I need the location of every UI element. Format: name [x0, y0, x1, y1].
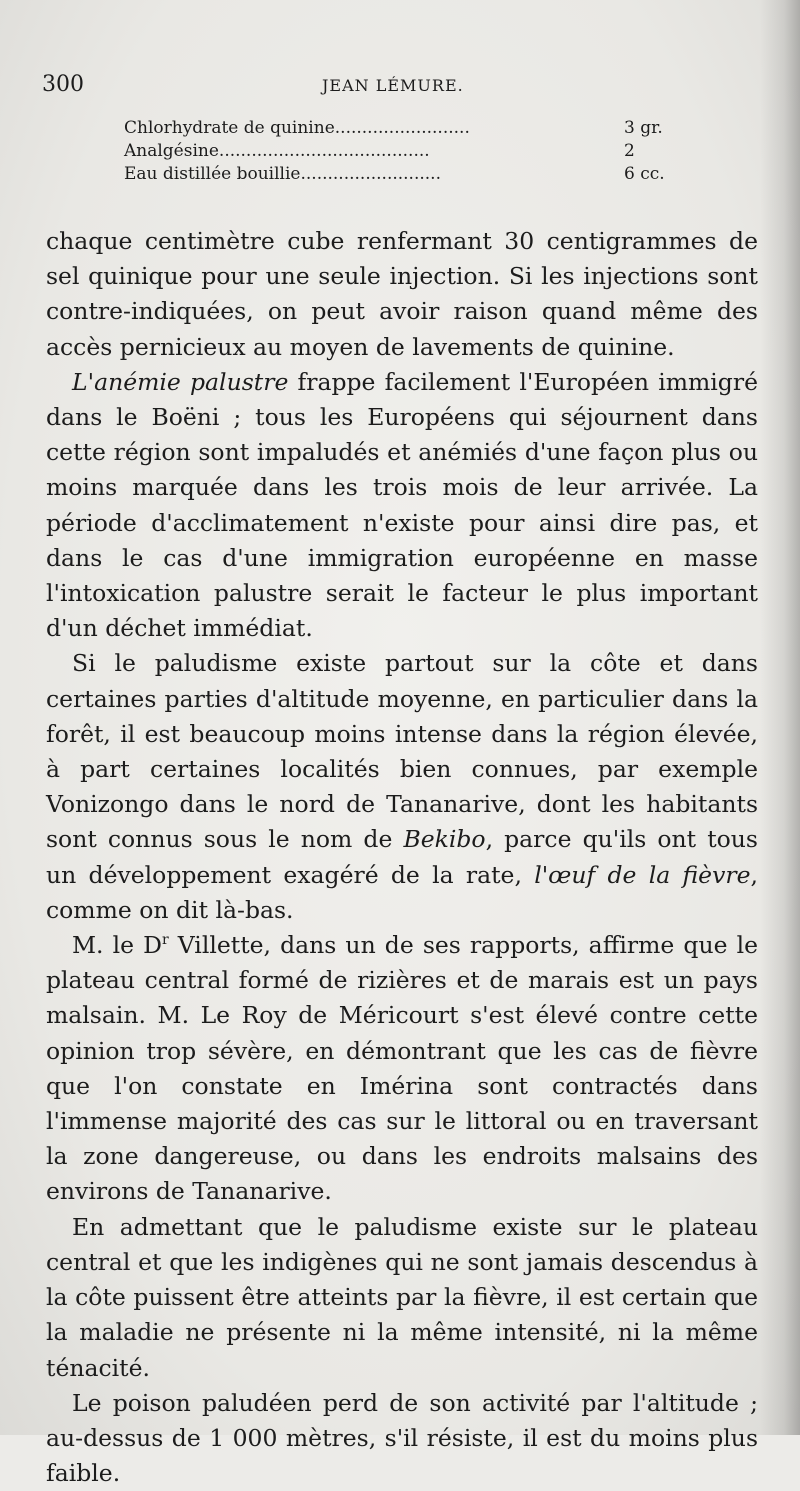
paragraph-text: , parce qu'ils ont tous un développement exagéré de la rate,: [46, 825, 758, 889]
paragraph-text: , comme on dit là-bas.: [46, 860, 758, 924]
formula-row: [124, 117, 684, 140]
paragraph-anemie-palustre: [46, 365, 758, 647]
paragraph-paludisme-cote: [46, 646, 758, 928]
page-gutter-shadow: [760, 0, 800, 1435]
paragraph-villette: [46, 928, 758, 1210]
formula-quantity: 3 gr.: [624, 118, 663, 138]
paragraph-altitude: Le poison paludéen perd de son activité par l'altitude ; au-dessus de 1 000 mètres, s'il résiste, il est du moins plus faible.: [46, 1388, 758, 1488]
paragraph-plateau-central: En admettant que le paludisme existe sur le plateau central et que les indigènes qui ne sont jamais descendus à la côte puissent être atteints par la fièvre, il est certain que la maladie ne présente ni la même intensité, ni la même ténacité.: [46, 1212, 758, 1382]
formula-ingredient: Analgésine.......................................: [124, 141, 430, 161]
formula-ingredient: Chlorhydrate de quinine.........................: [124, 118, 470, 138]
page-number: 300: [42, 72, 84, 97]
formula-quantity: 2: [624, 141, 635, 161]
formula-row: [124, 140, 684, 163]
running-head: JEAN LÉMURE.: [322, 76, 464, 95]
paragraph-text: Villette, dans un de ses rapports, affirme que le plateau central formé de rizières et de marais est un pays malsain. M. Le Roy de Méricourt s'est élevé contre cette opinion trop sévère, en démontrant que les cas de fièvre que l'on constate en Imérina sont contractés dans l'immense majorité des cas sur le littoral ou en traversant la zone dangereuse, ou dans les endroits malsains des environs de Tananarive.: [46, 931, 758, 1206]
paragraph-text: Si le paludisme existe partout sur la côte et dans certaines parties d'altitude moyenne, en particulier dans la forêt, il est beaucoup moins intense dans la région élevée, à part certaines localités bien connues, par exemple Vonizongo dans le nord de Tananarive, dont les habitants sont connus sous le nom de: [46, 649, 758, 854]
formula-ingredient: Eau distillée bouillie..........................: [124, 164, 441, 184]
paragraph-injection-continuation: chaque centimètre cube renfermant 30 centigrammes de sel quinique pour une seule injection. Si les injections sont contre-indiquées, on peut avoir raison quand même des accès pernicieux au moyen de lavements de quinine.: [46, 227, 758, 361]
body-text: [46, 224, 758, 1491]
page-header: [42, 72, 762, 102]
formula-row: [124, 163, 684, 186]
formula-quantity: 6 cc.: [624, 164, 665, 184]
prescription-formula: [124, 117, 684, 186]
paragraph-text: frappe facilement l'Européen immigré dans le Boëni ; tous les Européens qui séjournent dans cette région sont impaludés et anémiés d'une façon plus ou moins marquée dans les trois mois de leur arrivée. La période d'acclimatement n'existe pour ainsi dire pas, et dans le cas d'une immigration européenne en masse l'intoxication palustre serait le facteur le plus important d'un déchet immédiat.: [46, 367, 758, 643]
italic-term: L'anémie palustre: [72, 367, 289, 396]
superscript: r: [161, 932, 169, 949]
italic-term: l'œuf de la fièvre: [534, 860, 751, 889]
italic-term: Bekibo: [403, 825, 486, 854]
paragraph-text: M. le D: [72, 931, 162, 960]
